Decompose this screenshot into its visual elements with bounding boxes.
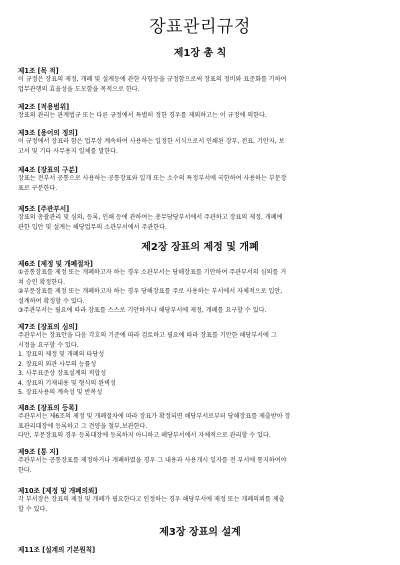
article-3 [18,129,386,156]
article-7 [18,323,386,398]
article-title: 제5조 [주관부서] [18,205,70,213]
article-title: 제3조 [용어의 정의] [18,129,78,137]
article-text: 장표는 전부서 공통으로 사용하는 공통장표와 일개 또는 소수의 특정부서에 국한하여 사용하는 부문장 [18,175,287,182]
article-text: 이 규정은 장표의 제정, 개폐 및 설계등에 관한 사항등을 규정함으로써 장표의 정비와 표준화를 기하여 [18,76,287,83]
article-text: 고서 및 기타 사무용지 일체를 말한다. [18,147,118,155]
article-text: 주관부서는 장표안을 다음 각호의 기준에 따라 검토하고 필요에 따라 장표를 기안한 해당부서에 그 [18,332,277,339]
chapter-2-heading: 제2장 장표의 제정 및 개폐 [141,242,259,253]
article-text: 할 수 있다. [18,505,48,513]
article-text: 주관부서는 공통장표를 제정하거나 개폐하였을 경우 그 내용과 사용개시 일자를 전 부서에 통지하여야 [18,457,287,464]
chapter-1-heading: 제1장 총 칙 [173,48,227,59]
article-title: 제11조 [설계의 기본원칙] [18,546,96,554]
article-text: 3. 사무표준상 장표설계의 적합성 [18,370,107,377]
article-text: ①공통장표를 제정 또는 개폐하고자 하는 경우 소관부서는 당해장표를 기안하여 주관부서의 심의를 거 [18,269,287,276]
article-text: 4. 장표의 기재내용 및 형식의 완벽성 [18,379,116,387]
document-title: 장표관리규정 [149,17,251,37]
article-text: 5. 장표사용의 계속성 및 반복성 [18,389,103,396]
article-title: 제9조 [통 지] [18,448,59,456]
article-title: 제10조 [제정 및 개폐의뢰] [18,487,98,495]
article-text: 다만, 부문장표의 경우 등록대장에 등록하지 아니하고 해당부서에서 자체적으로 관리할 수 있다. [18,432,271,439]
article-8 [18,404,386,441]
article-title: 제1조 [목 적] [18,67,59,75]
article-4 [18,166,386,193]
article-text: 업무관행의 효율성을 도모함을 목적으로 한다. [18,85,140,93]
article-text: 관한 입안 및 설계는 해당업무의 소관부서에서 주관한다. [18,223,167,231]
article-text: 2. 장표의 외관 사무의 능률성 [18,360,97,368]
article-2 [18,103,386,121]
article-5 [18,205,386,232]
article-text: 이 규정에서 장표라 함은 업무상 계속하여 사용하는 일정한 서식으로서 인쇄된 장부, 전표, 기안지, 보 [18,138,285,145]
article-text: 장표의 관리는 관계법규 또는 다른 규정에서 특별히 정한 경우를 제외하고는 이 규정에 의한다. [18,112,267,119]
article-title: 제8조 [장표의 등록] [18,404,78,412]
article-11 [18,546,386,554]
article-title: 제2조 [적용범위] [18,103,70,111]
article-text: 시정을 요구할 수 있다. [18,341,79,349]
article-text: 1. 장표의 제정 및 개폐의 타당성 [18,351,105,358]
chapter-3-heading: 제3장 장표의 설계 [159,527,241,538]
article-text: 설계하여 확정할 수 있다. [18,297,85,305]
article-text: 주관부서는 제6조의 제정 및 개폐절차에 따라 장표가 확정되면 해당부서로부터 당해장표를 제출받아 장 [18,413,291,420]
article-text: 장표의 총괄관리 및 심의, 등록, 인쇄 등에 관하여는 총무담당부서에서 주관하고 장표의 제정, 개폐에 [18,214,283,221]
article-text: 표로 구분한다. [18,184,58,192]
article-1 [18,67,386,94]
article-text: 각 부서장은 장표의 제정 및 개폐가 필요한다고 인정하는 경우 해당부서에 제정 또는 개폐의뢰를 제출 [18,496,285,503]
article-9 [18,448,386,475]
article-text: ②부문장표를 제정 또는 개폐하고자 하는 경우 당해장표를 주로 사용하는 부서에서 자체적으로 입안, [18,288,283,295]
article-text: 한다. [18,466,32,474]
article-text: 표관리대장에 등록하고 그 견양을 철부,보관한다. [18,422,148,430]
article-title: 제7조 [장표의 심의] [18,323,78,331]
article-10 [18,487,386,514]
article-title: 제6조 [제정 및 개폐절차] [18,260,93,268]
article-text: ③주관부서는 필요에 따라 장표를 스스로 기안하거나 해당부서에 제정, 개폐를 요구할 수 있다. [18,307,267,314]
article-text: 쳐 승인 확정한다. [18,278,66,286]
article-6 [18,260,386,316]
article-title: 제4조 [장표의 구분] [18,166,78,174]
